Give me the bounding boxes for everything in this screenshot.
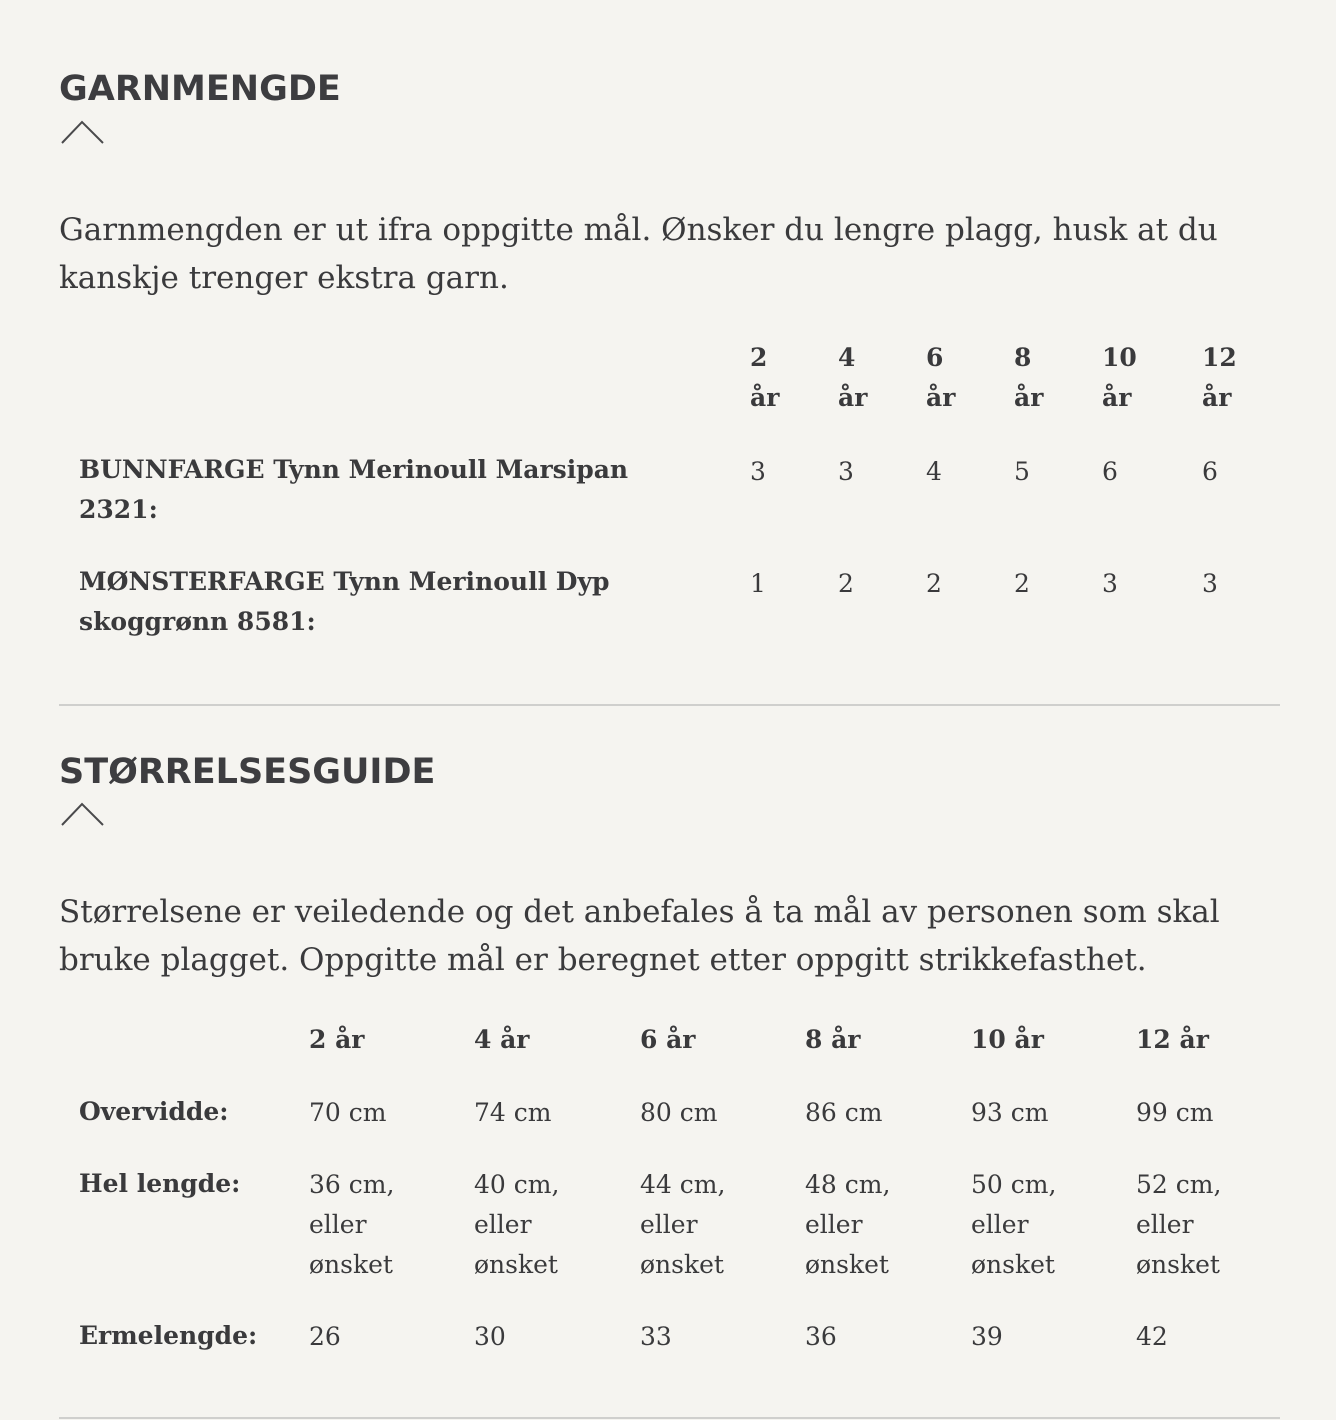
size-cell: 30 xyxy=(474,1322,506,1351)
size-cell: 52 cm, eller ønsket xyxy=(1136,1170,1222,1279)
size-cell: 93 cm xyxy=(971,1098,1049,1127)
yarn-section xyxy=(59,69,1280,147)
chevron-up-icon[interactable] xyxy=(59,799,105,829)
size-cell: 26 xyxy=(309,1322,341,1351)
yarn-cell: 2 xyxy=(1014,569,1030,598)
yarn-row-label: MØNSTERFARGE Tynn Merinoull Dyp skoggrønn 8581: xyxy=(79,567,610,636)
yarn-col-header: 8 år xyxy=(1014,343,1044,412)
section-divider xyxy=(59,704,1280,706)
yarn-col-header: 4 år xyxy=(838,343,868,412)
yarn-cell: 3 xyxy=(750,457,766,486)
yarn-section-title[interactable]: GARNMENGDE xyxy=(59,69,341,109)
chevron-up-icon[interactable] xyxy=(59,117,105,147)
size-row-label: Hel lengde: xyxy=(79,1169,241,1198)
size-cell: 36 xyxy=(805,1322,837,1351)
yarn-cell: 3 xyxy=(1102,569,1118,598)
yarn-cell: 6 xyxy=(1202,457,1218,486)
size-section-title[interactable]: STØRRELSESGUIDE xyxy=(59,752,436,792)
yarn-cell: 6 xyxy=(1102,457,1118,486)
size-cell: 99 cm xyxy=(1136,1098,1214,1127)
yarn-col-header: 6 år xyxy=(926,343,956,412)
yarn-cell: 2 xyxy=(926,569,942,598)
yarn-col-header: 10 år xyxy=(1102,343,1137,412)
yarn-row-label: BUNNFARGE Tynn Merinoull Marsipan 2321: xyxy=(79,455,629,524)
yarn-cell: 4 xyxy=(926,457,942,486)
size-col-header: 12 år xyxy=(1136,1025,1209,1054)
size-col-header: 10 år xyxy=(971,1025,1044,1054)
size-cell: 74 cm xyxy=(474,1098,552,1127)
size-cell: 48 cm, eller ønsket xyxy=(805,1170,891,1279)
yarn-intro xyxy=(59,206,1280,302)
yarn-cell: 5 xyxy=(1014,457,1030,486)
yarn-cell: 2 xyxy=(838,569,854,598)
yarn-cell: 3 xyxy=(1202,569,1218,598)
size-col-header: 4 år xyxy=(474,1025,530,1054)
size-cell: 40 cm, eller ønsket xyxy=(474,1170,560,1279)
size-cell: 33 xyxy=(640,1322,672,1351)
size-cell: 70 cm xyxy=(309,1098,387,1127)
size-cell: 36 cm, eller ønsket xyxy=(309,1170,395,1279)
size-cell: 86 cm xyxy=(805,1098,883,1127)
size-row-label: Ermelengde: xyxy=(79,1321,258,1350)
yarn-cell: 1 xyxy=(750,569,766,598)
size-section xyxy=(59,752,1280,829)
size-cell: 80 cm xyxy=(640,1098,718,1127)
yarn-col-header: 2 år xyxy=(750,343,780,412)
size-row-label: Overvidde: xyxy=(79,1097,229,1126)
yarn-intro-line2: kanskje trenger ekstra garn. xyxy=(59,260,509,296)
yarn-cell: 3 xyxy=(838,457,854,486)
size-col-header: 8 år xyxy=(805,1025,861,1054)
size-intro-line2: bruke plagget. Oppgitte mål er beregnet etter oppgitt strikkefasthet. xyxy=(59,942,1147,978)
size-intro-line1: Størrelsene er veiledende og det anbefales å ta mål av personen som skal xyxy=(59,894,1220,930)
size-intro xyxy=(59,888,1280,984)
size-cell: 39 xyxy=(971,1322,1003,1351)
yarn-col-header: 12 år xyxy=(1202,343,1237,412)
size-cell: 44 cm, eller ønsket xyxy=(640,1170,726,1279)
size-col-header: 6 år xyxy=(640,1025,696,1054)
yarn-intro-line1: Garnmengden er ut ifra oppgitte mål. Ønsker du lengre plagg, husk at du xyxy=(59,212,1218,248)
size-col-header: 2 år xyxy=(309,1025,365,1054)
size-cell: 42 xyxy=(1136,1322,1168,1351)
size-cell: 50 cm, eller ønsket xyxy=(971,1170,1057,1279)
section-divider xyxy=(59,1417,1280,1419)
